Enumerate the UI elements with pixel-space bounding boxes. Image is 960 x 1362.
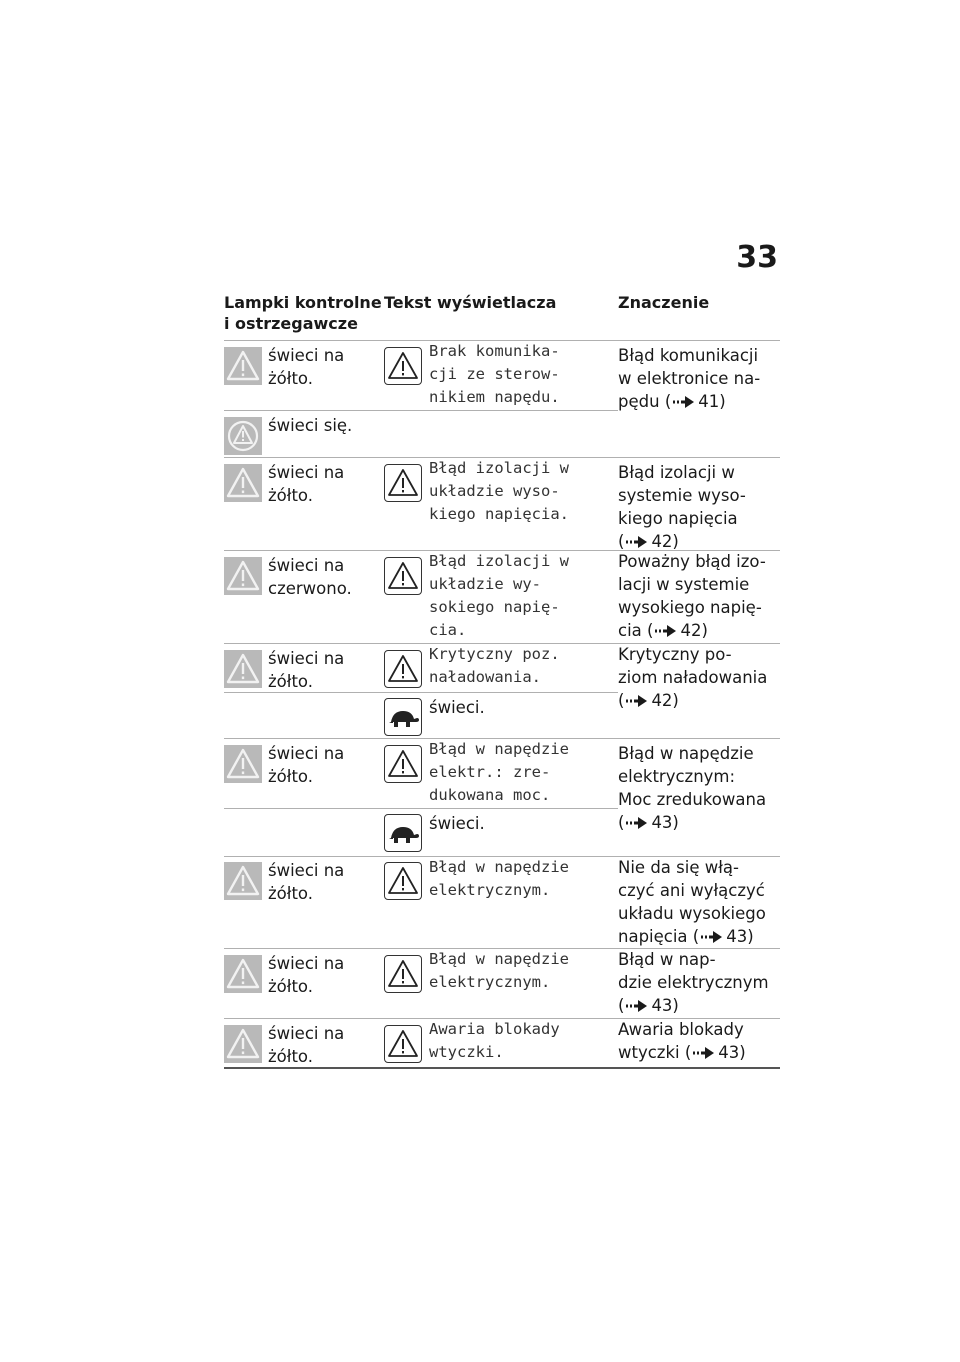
general-warning-lamp-icon <box>224 745 262 783</box>
general-warning-lamp-icon <box>224 347 262 385</box>
general-warning-lamp-icon <box>224 464 262 502</box>
meaning: Błąd w nap- dzie elektrycznym ( 43) <box>618 950 769 1015</box>
table-rule <box>224 410 618 411</box>
display-warning-icon <box>384 1025 422 1063</box>
general-warning-lamp-icon <box>224 650 262 688</box>
page-reference-arrow-icon <box>673 396 695 408</box>
general-warning-lamp-icon <box>224 862 262 900</box>
lamp-state: świeci na żółto. <box>268 346 345 388</box>
header-warning-lamps: Lampki kontrolne i ostrzegawcze <box>224 293 382 333</box>
display-warning-icon <box>384 955 422 993</box>
page-reference[interactable]: ( 42) <box>647 621 708 640</box>
page-reference-arrow-icon <box>693 1047 715 1059</box>
turtle-icon <box>384 698 422 736</box>
page-reference-arrow-icon <box>701 931 723 943</box>
lamp-state: świeci na żółto. <box>268 861 345 903</box>
lamp-state: świeci na żółto. <box>268 649 345 691</box>
display-text: Błąd izolacji w układzie wyso- kiego napięcia. <box>429 459 569 523</box>
meaning: Nie da się włą- czyć ani wyłączyć układu wysokiego napięcia ( 43) <box>618 858 766 946</box>
powertrain-warning-lamp-icon <box>224 417 262 455</box>
header-meaning: Znaczenie <box>618 293 710 312</box>
page-reference-arrow-icon <box>626 1000 648 1012</box>
lamp-state: świeci na żółto. <box>268 463 345 505</box>
display-text: Błąd w napędzie elektrycznym. <box>429 950 569 991</box>
meaning: Krytyczny po- ziom naładowania ( 42) <box>618 645 768 710</box>
lamp-state: świeci się. <box>268 416 353 435</box>
general-warning-lamp-icon <box>224 1025 262 1063</box>
lamp-state: świeci na żółto. <box>268 744 345 786</box>
display-warning-icon <box>384 650 422 688</box>
display-text: Błąd izolacji w układzie wy- sokiego napię- cia. <box>429 552 569 639</box>
page-reference-arrow-icon <box>655 625 677 637</box>
display-text: Brak komunika- cji ze sterow- nikiem napędu. <box>429 342 560 406</box>
lamp-state: świeci na żółto. <box>268 1024 345 1066</box>
general-warning-lamp-icon <box>224 955 262 993</box>
page-reference[interactable]: ( 42) <box>618 532 679 551</box>
display-text: Awaria blokady wtyczki. <box>429 1020 560 1061</box>
lamp-state: świeci na czerwono. <box>268 556 352 598</box>
display-text: świeci. <box>429 698 485 717</box>
page-reference[interactable]: ( 41) <box>664 392 726 411</box>
display-text: Krytyczny poz. naładowania. <box>429 645 560 686</box>
meaning: Błąd w napędzie elektrycznym: Moc zredukowana ( 43) <box>618 744 767 832</box>
page-reference-arrow-icon <box>626 536 648 548</box>
meaning: Awaria blokady wtyczki ( 43) <box>618 1020 746 1062</box>
meaning: Poważny błąd izo- lacji w systemie wysokiego napię- cia ( 42) <box>618 552 766 640</box>
display-warning-icon <box>384 745 422 783</box>
general-warning-lamp-icon <box>224 557 262 595</box>
meaning: Błąd izolacji w systemie wyso- kiego napięcia ( 42) <box>618 463 746 551</box>
page-reference[interactable]: ( 43) <box>618 996 679 1015</box>
display-text: Błąd w napędzie elektrycznym. <box>429 858 569 899</box>
turtle-icon <box>384 814 422 852</box>
page-number: 33 <box>736 240 778 275</box>
display-warning-icon <box>384 347 422 385</box>
display-warning-icon <box>384 557 422 595</box>
page-reference[interactable]: ( 43) <box>692 927 754 946</box>
display-warning-icon <box>384 464 422 502</box>
page-reference-arrow-icon <box>626 817 648 829</box>
meaning: Błąd komunikacji w elektronice na- pędu ( 41) <box>618 346 761 411</box>
page-reference[interactable]: ( 43) <box>618 813 679 832</box>
display-text: Błąd w napędzie elektr.: zre- dukowana moc. <box>429 740 569 804</box>
table-header <box>224 292 780 338</box>
page-reference-arrow-icon <box>626 695 648 707</box>
page-reference[interactable]: ( 43) <box>684 1043 746 1062</box>
table-rule <box>224 808 618 809</box>
lamp-state: świeci na żółto. <box>268 954 345 996</box>
header-display-text: Tekst wyświetlacza <box>384 293 557 312</box>
page-reference[interactable]: ( 42) <box>618 691 679 710</box>
display-text: świeci. <box>429 814 485 833</box>
display-warning-icon <box>384 862 422 900</box>
